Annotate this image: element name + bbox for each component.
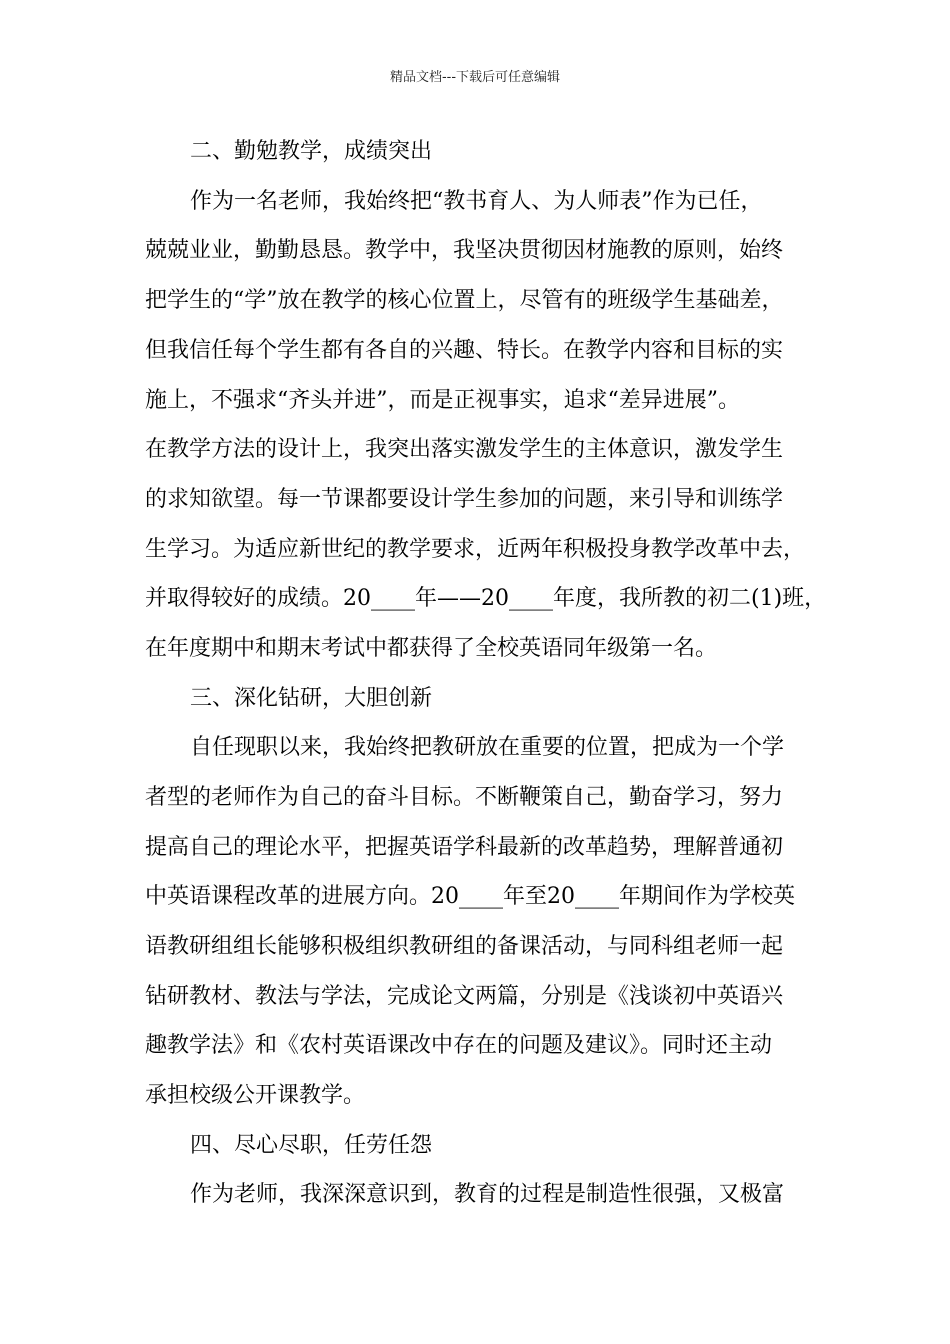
paragraph-line: 语教研组组长能够积极组织教研组的备课活动，与同科组老师一起 [145, 934, 784, 959]
paragraph-line: 提高自己的理论水平，把握英语学科最新的改革趋势，理解普通初 [145, 835, 784, 860]
paragraph-line: 兢兢业业，勤勤恳恳。教学中，我坚决贯彻因材施教的原则，始终 [145, 238, 784, 263]
paragraph-line: 自任现职以来，我始终把教研放在重要的位置，把成为一个学 [190, 735, 785, 760]
page-header: 精品文档---下载后可任意编辑 [389, 70, 561, 85]
paragraph-line: 中英语课程改革的进展方向。20____年至20____年期间作为学校英 [145, 884, 795, 909]
paragraph-line: 在教学方法的设计上，我突出落实激发学生的主体意识，激发学生 [145, 437, 784, 462]
paragraph-line: 生学习。为适应新世纪的教学要求，近两年积极投身教学改革中去， [145, 537, 806, 562]
paragraph-line: 把学生的“学”放在教学的核心位置上，尽管有的班级学生基础差， [145, 288, 784, 313]
paragraph-line: 施上，不强求“齐头并进”，而是正视事实，追求“差异进展”。 [145, 388, 740, 413]
paragraph-line: 者型的老师作为自己的奋斗目标。不断鞭策自己，勤奋学习，努力 [145, 785, 784, 810]
section-heading: 二、勤勉教学，成绩突出 [190, 139, 433, 164]
section-heading: 三、深化钻研，大胆创新 [190, 686, 433, 711]
paragraph-line: 趣教学法》和《农村英语课改中存在的问题及建议》。同时还主动 [145, 1033, 773, 1058]
section-heading: 四、尽心尽职，任劳任怨 [190, 1133, 433, 1158]
paragraph-line: 作为一名老师，我始终把“教书育人、为人师表”作为已任， [190, 189, 763, 214]
paragraph-line: 承担校级公开课教学。 [145, 1083, 366, 1108]
paragraph-line: 作为老师，我深深意识到，教育的过程是制造性很强，又极富 [190, 1182, 785, 1207]
paragraph-line: 并取得较好的成绩。20____年——20____年度，我所教的初二(1)班， [145, 586, 827, 611]
paragraph-line: 在年度期中和期末考试中都获得了全校英语同年级第一名。 [145, 636, 718, 661]
paragraph-line: 但我信任每个学生都有各自的兴趣、特长。在教学内容和目标的实 [145, 338, 784, 363]
paragraph-line: 的求知欲望。每一节课都要设计学生参加的问题，来引导和训练学 [145, 487, 784, 512]
paragraph-line: 钻研教材、教法与学法，完成论文两篇，分别是《浅谈初中英语兴 [145, 984, 784, 1009]
